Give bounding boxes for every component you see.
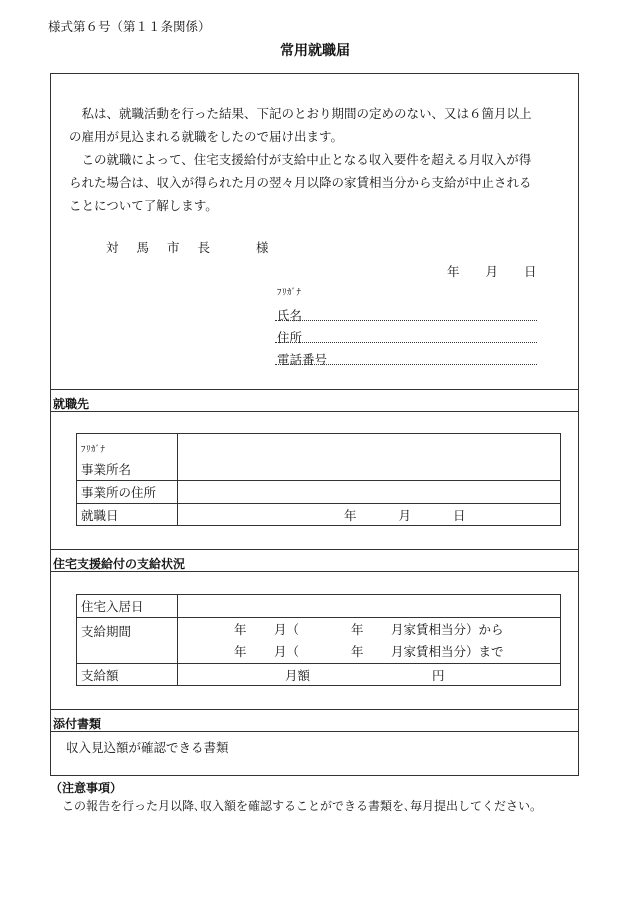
declaration-text [69,102,564,217]
addressee-char: 長 [197,240,211,255]
addressee-honorific: 様 [256,240,269,255]
applicant-phone-field[interactable] [275,364,537,365]
applicant-phone-label: 電話番号 [277,352,328,367]
addressee-char: 市 [167,240,180,255]
declaration-line: ことについて了解します。 [69,198,218,213]
divider [50,731,579,732]
declaration-line: の雇用が見込まれる就職をしたので届け出ます。 [69,129,344,144]
date-line [447,262,537,280]
period-to-rent: 月家賃相当分）まで [391,643,504,659]
period-to-year2: 年 [351,643,364,659]
applicant-address-label: 住所 [277,330,303,345]
office-address-field[interactable] [178,481,561,504]
table-row [77,481,561,504]
start-date-field[interactable] [178,504,561,526]
page-title: 常用就職届 [280,43,350,59]
table-row [77,618,561,664]
employment-table [76,433,561,526]
table-row [77,595,561,618]
addressee-char: 馬 [136,240,150,255]
divider [50,411,579,412]
start-date-year: 年 [344,507,357,523]
declaration-line: この就職によって、住宅支援給付が支給中止となる収入要件を超える月収入が得 [81,152,532,167]
period-from-line [178,619,560,641]
period-to-month: 月（ [274,643,300,659]
move-in-date-label: 住宅入居日 [77,595,178,618]
housing-benefit-table [76,594,561,686]
amount-monthly-label: 月額 [285,667,311,683]
office-furigana-label: ﾌﾘｶﾞﾅ [81,445,106,455]
period-to-year: 年 [234,643,247,659]
addressee-char: 対 [106,240,119,255]
applicant-name-label: 氏名 [277,308,303,323]
declaration-line: 私は、就職活動を行った結果、下記のとおり期間の定めのない、又は６箇月以上 [81,106,532,121]
applicant-address-field[interactable] [275,342,537,343]
amount-label: 支給額 [77,664,178,686]
notes-text: この報告を行った月以降､収入額を確認することができる書類を､毎月提出してください。 [62,799,543,813]
period-to-line [178,641,560,663]
table-row [77,434,561,481]
divider [50,549,579,550]
date-day: 日 [524,264,537,279]
form-number: 様式第６号（第１１条関係） [48,19,211,34]
table-row [77,664,561,686]
office-name-label: 事業所名 [81,462,132,477]
start-date-month: 月 [398,507,412,523]
period-from-year: 年 [234,621,247,637]
divider [50,389,579,390]
addressee [106,238,269,256]
office-name-field[interactable] [178,434,561,481]
period-from-month: 月（ [274,621,300,637]
period-label: 支給期間 [77,618,178,664]
office-address-label: 事業所の住所 [77,481,178,504]
period-field[interactable] [178,618,561,664]
table-row [77,504,561,526]
office-name-label-cell [77,434,178,481]
period-from-rent: 月家賃相当分）から [391,621,504,637]
start-date-day: 日 [453,507,466,523]
date-month: 月 [485,264,499,279]
divider [50,571,579,572]
move-in-date-field[interactable] [178,595,561,618]
divider [50,709,579,710]
start-date-label: 就職日 [77,504,178,526]
attachment-item: 収入見込額が確認できる書類 [66,740,229,755]
date-year: 年 [447,264,460,279]
applicant-name-field[interactable] [275,320,537,321]
declaration-line: られた場合は、収入が得られた月の翌々月以降の家賃相当分から支給が中止される [69,175,532,190]
housing-section-title: 住宅支援給付の支給状況 [53,557,186,571]
attachments-section-title: 添付書類 [53,717,102,731]
amount-yen-label: 円 [432,667,445,683]
period-from-year2: 年 [351,621,364,637]
applicant-furigana-label: ﾌﾘｶﾞﾅ [277,288,302,298]
amount-field[interactable] [178,664,561,686]
notes-title: （注意事項） [50,781,123,795]
employment-section-title: 就職先 [53,397,90,411]
